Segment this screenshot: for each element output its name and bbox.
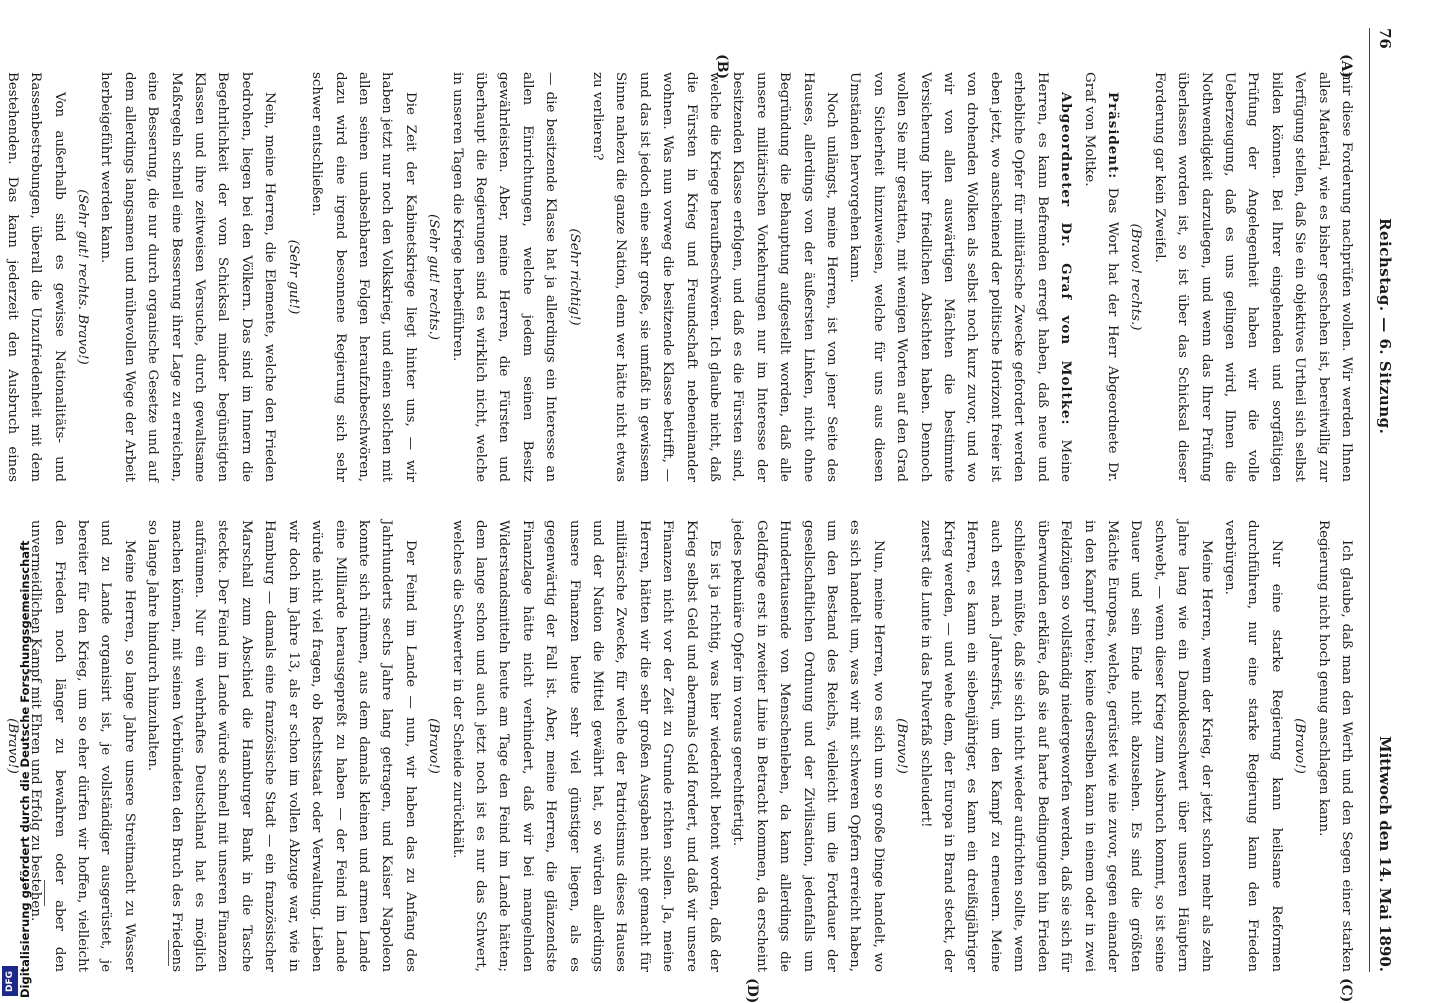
paragraph: Nun, meine Herren, wo es sich um so große Dinge handelt, wo es sich handelt um, was wir mit schweren Opfern erreicht haben, um den Bestand des Reichs, vielleicht um die Fortdauer der gesellschaftlichen Ordnung und der Zivilisation, jedenfalls um Hunderttausende von Menschenleben, da kann allerdings die Geldfrage erst in zweiter Linie in Betracht kommen, da erscheint jedes pekuniäre Opfer im voraus gerechtfertigt. — [726, 520, 890, 972]
interjection: (Bravo!) — [890, 520, 913, 972]
page-title: Reichstag. — 6. Sitzung. — [1376, 218, 1394, 434]
right-column — [18, 520, 1358, 972]
speaker-name: Präsident: — [1105, 92, 1121, 179]
interjection: (Bravo! rechts.) — [1124, 72, 1147, 482]
paragraph: Meine Herren, so lange Jahre unsere Streitmacht zu Wasser und zu Lande organisirt ist, je vollständiger ausgerüstet, je bereiter für den Krieg, um so eher dürfen wir hoffen, vielleicht den Frieden noch länger zu bewahren oder aber den unvermeidlichen Kampf mit Ehren und Erfolg zu bestehen. — [24, 520, 141, 972]
margin-marker-d: (D) — [744, 978, 760, 1003]
margin-marker-a: (A) — [1338, 54, 1354, 78]
digitization-credit: Digitalisierung gefördert durch die Deutsche Forschungsgemeinschaft — [18, 540, 32, 998]
speaker-name: Abgeordneter Dr. Graf von Moltke: — [1058, 92, 1074, 425]
margin-marker-b: (B) — [714, 54, 730, 79]
paragraph: Ich glaube, daß man den Werth und den Segen einer starken Regierung nicht hoch genug anschlagen kann. — [1311, 520, 1358, 972]
interjection: (Bravo!) — [1288, 520, 1311, 972]
page-header — [1368, 28, 1394, 972]
dfg-logo: DFG — [2, 966, 18, 996]
speaker-paragraph — [1077, 72, 1124, 482]
interjection: (Sehr gut! rechts.) — [422, 72, 445, 482]
paragraph: Von außerhalb sind es gewisse Nationalitäts- und Rassenbestrebungen, überall die Unzufriedenheit mit dem Bestehenden. Das kann jederzeit den Ausbruch eines — [0, 72, 71, 482]
interjection: (Bravo!) — [0, 520, 23, 972]
paragraph: Die Zeit der Kabinetskriege liegt hinter uns, — wir haben jetzt nur noch den Volkskrieg, und einen solchen mit allen seinen unabsehbaren Folgen heraufzubeschwören, dazu wird eine irgend besonnene Regierung sich sehr schwer entschließen. — [305, 72, 422, 482]
scan-edge-mark — [168, 940, 169, 966]
paragraph: Meine Herren, wenn der Krieg, der jetzt schon mehr als zehn Jahre lang wie ein Damoklesschwert über unseren Häuptern schwebt, — wenn dieser Krieg zum Ausbruch kommt, so ist seine Dauer und sein Ende nicht abzusehen. Es sind die größten Mächte Europas, welche, gerüstet wie nie zuvor, gegen einander in den Kampf treten; keine derselben kann in einem oder in zwei Feldzügen so vollständig niedergeworfen werden, daß sie sich für überwunden erkläre, daß sie auf harte Bedingungen hin Frieden schließen müßte, daß sie sich nicht wieder aufrichten sollte, wenn auch erst nach Jahresfrist, um den Kampf zu erneuern. Meine Herren, es kann ein siebenjähriger, es kann ein dreißigjähriger Krieg werden, — und wehe dem, der Europa in Brand steckt, der zuerst die Lunte in das Pulverfaß schleudert! — [913, 520, 1217, 972]
speaker-text: Meine Herren, es kann Befremden erregt haben, daß neue und erhebliche Opfer für militärische Zwecke gefordert werden eben jetzt, wo anscheinend der politische Horizont freier ist von drohenden Wolken als selbst noch kurz zuvor, und wo wir von allen auswärtigen Mächten die bestimmte Versicherung ihrer friedlichen Absichten haben. Dennoch wollen Sie mir gestatten, mit wenigen Worten auf den Grad von Sicherheit hinzuweisen, welche für uns aus diesen Umständen hervorgehen kann. — [847, 72, 1073, 482]
left-column — [18, 72, 1358, 482]
margin-marker-c: (C) — [1338, 978, 1354, 1002]
interjection: (Sehr gut! rechts. Bravo!) — [71, 72, 94, 482]
paragraph: Nur eine starke Regierung kann heilsame Reformen durchführen, nur eine starke Regierung kann den Frieden verbürgen. — [1218, 520, 1288, 972]
digitization-footer — [0, 0, 22, 1000]
paragraph: Nein, meine Herren, die Elemente, welche den Frieden bedrohen, liegen bei den Völkern. Das sind im Innern die Begehrlichkeit der vom Schicksal minder begünstigten Klassen und ihre zeitweisen Versuche, durch gewaltsame Maßregeln schnell eine Besserung ihrer Lage zu erreichen, eine Besserung, die nur durch organische Gesetze und auf dem allerdings langsamen und mühevollen Wege der Arbeit herbeigeführt werden kann. — [94, 72, 281, 482]
speaker-paragraph — [843, 72, 1077, 482]
interjection: (Bravo!) — [422, 520, 445, 972]
session-date: Mittwoch den 14. Mai 1890. — [1376, 736, 1394, 972]
interjection: (Sehr gut!) — [281, 72, 304, 482]
paragraph: mir diese Forderung nachprüfen wollen. Wir werden Ihnen alles Material, wie es bisher geschehen ist, bereitwillig zur Verfügung stellen, daß Sie ein objektives Urtheil sich selbst bilden können. Bei Ihrer eingehenden und sorgfältigen Prüfung der Angelegenheit haben wir die volle Ueberzeugung, daß es uns gelingen wird, Ihnen die Nothwendigkeit darzulegen, und wenn das Ihrer Prüfung überlassen worden ist, so ist über das Schicksal dieser Forderung gar kein Zweifel. — [1147, 72, 1358, 482]
header-rule — [1369, 28, 1370, 972]
page-number: 76 — [1376, 28, 1394, 49]
paragraph: Noch unlängst, meine Herren, ist von jener Seite des Hauses, allerdings von der äußersten Linken, nicht ohne Begründung die Behauptung aufgestellt worden, daß alle unsere militärischen Vorkehrungen nur im Interesse der besitzenden Klasse erfolgen, und daß es die Fürsten sind, welche die Kriege heraufbeschwören. Ich glaube nicht, daß die Fürsten in Krieg und Freundschaft nebeneinander wohnen. Was nun vorweg die besitzende Klasse betrifft, — und das ist jedoch eine sehr große, sie umfaßt in gewissem Sinne nahezu die ganze Nation, denn wer hätte nicht etwas zu verlieren? — [586, 72, 843, 482]
paragraph: Der Feind im Lande — nun, wir haben das zu Anfang des Jahrhunderts sechs Jahre lang getragen, und Kaiser Napoleon konnte sich rühmen, aus dem damals kleinen und armen Lande eine Milliarde herausgepreßt zu haben — der Feind im Lande würde nicht viel fragen, ob Rechtsstaat oder Verwaltung. Lieben wir doch im Jahre 13, als er schon im vollen Abzuge war, wie in Hamburg — damals eine französische Stadt — ein französischer Marschall zum Abschied die Hamburger Bank in die Tasche steckte. Der Feind im Lande würde schnell mit unseren Finanzen aufräumen. Nur ein wehrhaftes Deutschland hat es möglich machen können, mit seinen Verbündeten den Bruch des Friedens so lange Jahre hindurch hinzuhalten. — [141, 520, 422, 972]
paragraph: — die besitzende Klasse hat ja allerdings ein Interesse an allen Einrichtungen, welche jedem seinen Besitz gewährleisten. Aber, meine Herren, die Fürsten und überhaupt die Regierungen sind es wirklich nicht, welche in unseren Tagen die Kriege herbeiführen. — [445, 72, 562, 482]
scan-edge-mark — [44, 880, 45, 906]
interjection: (Sehr richtig!) — [562, 72, 585, 482]
paragraph: Es ist ja richtig, was hier wiederholt betont worden, daß der Krieg selbst Geld und abermals Geld fordert, und daß wir unsere Finanzen nicht vor der Zeit zu Grunde richten sollen. Ja, meine Herren, hätten wir die sehr großen Ausgaben nicht gemacht für militärische Zwecke, für welche der Patriotismus dieses Hauses und der Nation die Mittel gewährt hat, so würden allerdings unsere Finanzen heute sehr viel günstiger liegen, als es gegenwärtig der Fall ist. Aber, meine Herren, die glänzendste Finanzlage hätte nicht verhindert, daß wir bei mangelnden Widerstandsmitteln heute am Tage den Feind im Lande hätten; dem lange schon und auch jetzt noch ist es nur das Schwert, welches die Schwerter in der Scheide zurückhält. — [445, 520, 726, 972]
speaker-text: Das Wort hat der Herr Abgeordnete Dr. Graf von Moltke. — [1082, 72, 1120, 482]
